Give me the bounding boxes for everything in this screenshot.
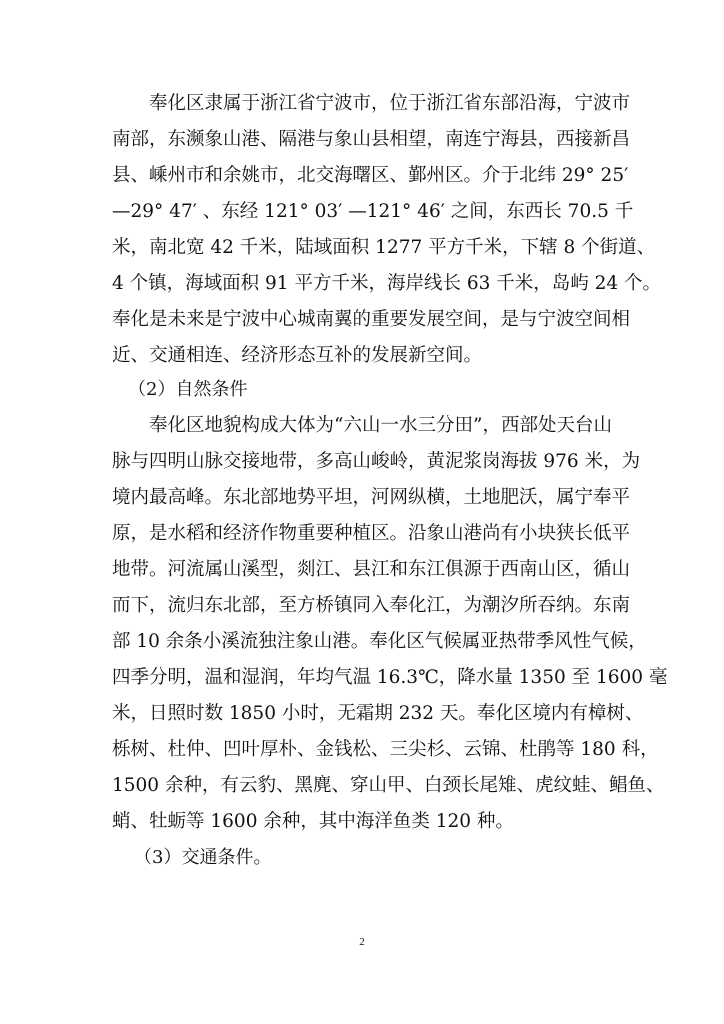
paragraph-line: 米，南北宽 42 千米，陆域面积 1277 平方千米，下辖 8 个街道、 bbox=[112, 237, 656, 258]
paragraph-line: 部 10 余条小溪流独注象山港。奉化区气候属亚热带季风性气候， bbox=[112, 631, 647, 652]
section-heading: （2）自然条件 bbox=[128, 379, 248, 400]
paragraph-line: 米，日照时数 1850 小时，无霜期 232 天。奉化区境内有樟树、 bbox=[112, 703, 644, 724]
paragraph-line: 境内最高峰。东北部地势平坦，河网纵横，土地肥沃，属宁奉平 bbox=[112, 487, 631, 508]
paragraph-line: 四季分明，温和湿润，年均气温 16.3℃，降水量 1350 至 1600 毫 bbox=[112, 667, 668, 688]
paragraph-line: 4 个镇，海域面积 91 平方千米，海岸线长 63 千米，岛屿 24 个。 bbox=[112, 273, 662, 294]
paragraph-line: 脉与四明山脉交接地带，多高山峻岭，黄泥浆岗海拔 976 米，为 bbox=[112, 451, 641, 472]
paragraph-line: 地带。河流属山溪型，剡江、县江和东江俱源于西南山区，循山 bbox=[112, 559, 631, 580]
paragraph-line: 奉化区地貌构成大体为“六山一水三分田”，西部处天台山 bbox=[112, 415, 612, 436]
paragraph-line: 栎树、杜仲、凹叶厚朴、金钱松、三尖杉、云锦、杜鹃等 180 科， bbox=[112, 739, 659, 760]
paragraph-line: 蛸、牡蛎等 1600 余种，其中海洋鱼类 120 种。 bbox=[112, 811, 514, 832]
paragraph-line: 1500 余种，有云豹、黑麂、穿山甲、白颈长尾雉、虎纹蛙、鲳鱼、 bbox=[112, 775, 665, 796]
paragraph-line: 近、交通相连、经济形态互补的发展新空间。 bbox=[112, 345, 483, 366]
paragraph-line: 原，是水稻和经济作物重要种植区。沿象山港尚有小块狭长低平 bbox=[112, 523, 631, 544]
paragraph-line: —29° 47′ 、东经 121° 03′ —121° 46′ 之间，东西长 70.5 千 bbox=[112, 201, 634, 222]
paragraph-line: 而下，流归东北部，至方桥镇同入奉化江，为潮汐所吞纳。东南 bbox=[112, 595, 631, 616]
paragraph-line: 奉化区隶属于浙江省宁波市，位于浙江省东部沿海，宁波市 bbox=[112, 93, 631, 114]
paragraph-line: 南部，东濒象山港、隔港与象山县相望，南连宁海县，西接新昌 bbox=[112, 129, 631, 150]
paragraph-line: 奉化是未来是宁波中心城南翼的重要发展空间，是与宁波空间相 bbox=[112, 309, 631, 330]
page-number: 2 bbox=[359, 936, 365, 948]
section-heading: （3）交通条件。 bbox=[134, 847, 272, 868]
paragraph-line: 县、嵊州市和余姚市，北交海曙区、鄞州区。介于北纬 29° 25′ bbox=[112, 165, 629, 186]
